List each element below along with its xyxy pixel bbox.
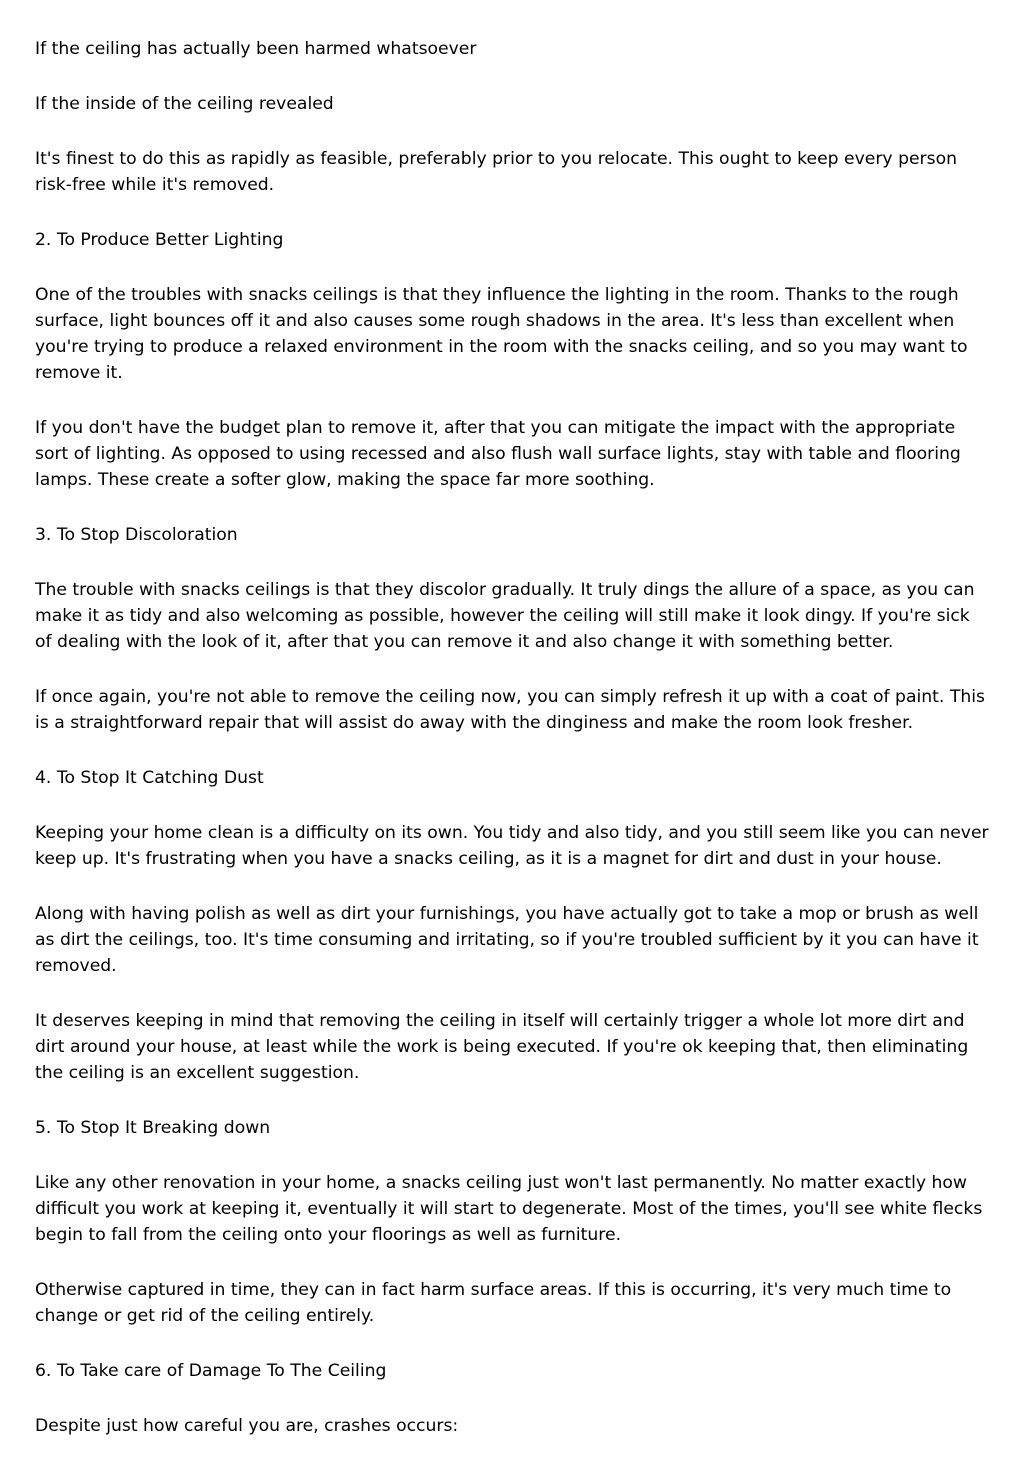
paragraph-lighting-troubles: One of the troubles with snacks ceilings is that they influence the lighting in the room. Thanks to the rough surface, light bounces off it and also causes some rough shadows in the area. It's less than excellent when you're trying to produce a relaxed environment in the room with the snacks ceiling, and so you may want to remove it. bbox=[35, 285, 968, 383]
paragraph-breaking-down-renovation: Like any other renovation in your home, a snacks ceiling just won't last permanently. No matter exactly how difficult you work at keeping it, eventually it will start to degenerate. Most of the times, you'll see white flecks begin to fall from the ceiling onto your floorings as well as furniture. bbox=[35, 1173, 983, 1245]
section-heading-breaking-down: 5. To Stop It Breaking down bbox=[35, 1118, 271, 1138]
section-heading-lighting: 2. To Produce Better Lighting bbox=[35, 230, 284, 250]
paragraph-discoloration-trouble: The trouble with snacks ceilings is that they discolor gradually. It truly dings the allure of a space, as you can make it as tidy and also welcoming as possible, however the ceiling will still make it look dingy. If you're sick of dealing with the look of it, after that you can remove it and also change it with something better. bbox=[35, 580, 975, 652]
paragraph-dust-cleaning: Keeping your home clean is a difficulty on its own. You tidy and also tidy, and you still seem like you can never keep up. It's frustrating when you have a snacks ceiling, as it is a magnet for dirt and dust in your house. bbox=[35, 823, 989, 869]
section-heading-dust: 4. To Stop It Catching Dust bbox=[35, 768, 264, 788]
paragraph-dust-removal: It deserves keeping in mind that removing the ceiling in itself will certainly trigger a whole lot more dirt and dirt around your house, at least while the work is being executed. If you're ok keeping that, then eliminating the ceiling is an excellent suggestion. bbox=[35, 1011, 969, 1083]
paragraph-lighting-budget: If you don't have the budget plan to remove it, after that you can mitigate the impact with the appropriate sort of lighting. As opposed to using recessed and also flush wall surface lights, stay with table and flooring lamps. These create a softer glow, making the space far more soothing. bbox=[35, 418, 961, 490]
paragraph-interior-exposed: If the inside of the ceiling revealed bbox=[35, 94, 334, 114]
paragraph-dust-polish: Along with having polish as well as dirt your furnishings, you have actually got to take a mop or brush as well as dirt the ceilings, too. It's time consuming and irritating, so if you're troubled sufficient by it you can have it removed. bbox=[35, 904, 979, 976]
paragraph-breaking-down-harm: Otherwise captured in time, they can in fact harm surface areas. If this is occurring, it's very much time to change or get rid of the ceiling entirely. bbox=[35, 1280, 952, 1326]
paragraph-damage-condition: If the ceiling has actually been harmed whatsoever bbox=[35, 39, 477, 59]
section-heading-damage: 6. To Take care of Damage To The Ceiling bbox=[35, 1361, 387, 1381]
paragraph-remove-quickly: It's finest to do this as rapidly as feasible, preferably prior to you relocate. This ought to keep every person risk-free while it's removed. bbox=[35, 149, 957, 195]
section-heading-discoloration: 3. To Stop Discoloration bbox=[35, 525, 238, 545]
document-body bbox=[35, 36, 989, 1468]
paragraph-damage-crashes: Despite just how careful you are, crashes occurs: bbox=[35, 1416, 459, 1436]
paragraph-discoloration-paint: If once again, you're not able to remove the ceiling now, you can simply refresh it up with a coat of paint. This is a straightforward repair that will assist do away with the dinginess and make the room look fresher. bbox=[35, 687, 985, 733]
